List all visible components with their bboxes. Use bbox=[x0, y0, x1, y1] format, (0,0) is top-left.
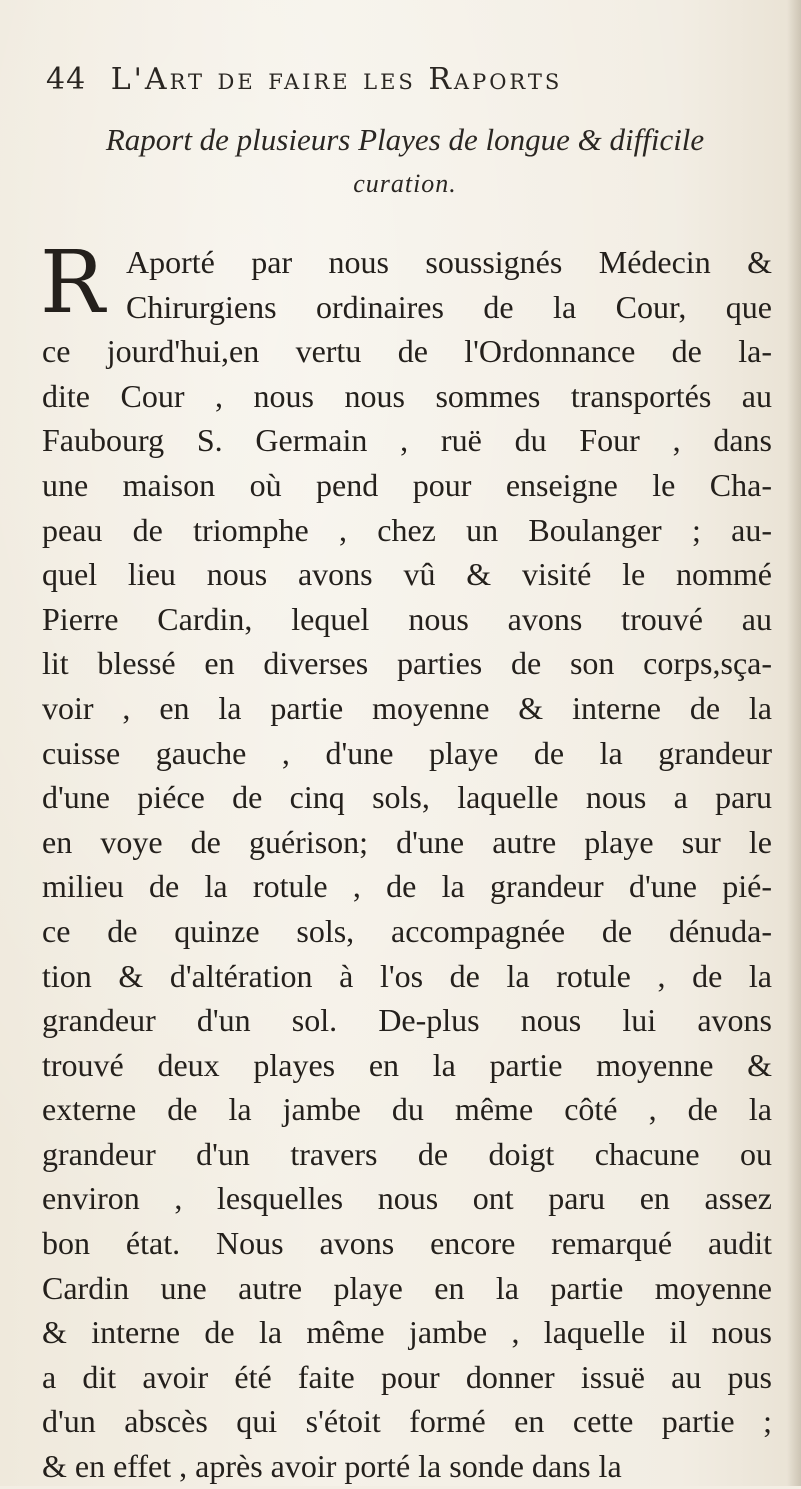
text-line: peau de triomphe , chez un Boulanger ; au- bbox=[42, 511, 772, 548]
text-line: Faubourg S. Germain , ruë du Four , dans bbox=[42, 422, 772, 459]
text-line: lit blessé en diverses parties de son corps,sça- bbox=[42, 645, 772, 682]
text-line: grandeur d'un sol. De-plus nous lui avons bbox=[42, 1002, 772, 1039]
drop-cap: R bbox=[40, 233, 105, 333]
running-title: L'Art de faire les Raports bbox=[110, 62, 563, 97]
section-title-line1: Raport de plusieurs Playes de longue & difficile bbox=[105, 122, 705, 157]
text-line: Chirurgiens ordinaires de la Cour, que bbox=[126, 288, 772, 325]
text-line: ce de quinze sols, accompagnée de dénuda- bbox=[42, 912, 772, 949]
text-line: en voye de guérison; d'une autre playe sur le bbox=[42, 823, 772, 860]
text-line: externe de la jambe du même côté , de la bbox=[42, 1091, 772, 1128]
text-line: & interne de la même jambe , laquelle il nous bbox=[42, 1314, 772, 1351]
text-line: environ , lesquelles nous ont paru en assez bbox=[42, 1180, 772, 1217]
text-line: milieu de la rotule , de la grandeur d'une pié- bbox=[42, 868, 772, 905]
section-title-line2: curation. bbox=[353, 169, 457, 198]
text-line: quel lieu nous avons vû & visité le nommé bbox=[42, 556, 772, 593]
page-number: 44 bbox=[46, 62, 87, 97]
text-line: Pierre Cardin, lequel nous avons trouvé au bbox=[42, 600, 772, 637]
text-line: Aporté par nous soussignés Médecin & bbox=[126, 244, 772, 280]
text-line: Cardin une autre playe en la partie moyenne bbox=[42, 1269, 772, 1306]
section-title bbox=[40, 118, 770, 206]
text-line: & en effet , après avoir porté la sonde dans la bbox=[42, 1448, 622, 1485]
text-line: tion & d'altération à l'os de la rotule , de la bbox=[42, 957, 772, 994]
text-line: une maison où pend pour enseigne le Cha- bbox=[42, 466, 772, 503]
text-line: d'une piéce de cinq sols, laquelle nous a paru bbox=[42, 779, 772, 816]
text-line: bon état. Nous avons encore remarqué audit bbox=[42, 1225, 772, 1262]
body-text bbox=[40, 233, 772, 1489]
text-line: ce jourd'hui,en vertu de l'Ordonnance de la- bbox=[42, 333, 772, 370]
text-line: grandeur d'un travers de doigt chacune ou bbox=[42, 1135, 772, 1172]
text-line: trouvé deux playes en la partie moyenne & bbox=[42, 1046, 772, 1083]
text-line: voir , en la partie moyenne & interne de la bbox=[42, 689, 772, 726]
text-line: dite Cour , nous nous sommes transportés au bbox=[42, 377, 772, 414]
running-header bbox=[46, 62, 766, 97]
text-line: d'un abscès qui s'étoit formé en cette partie ; bbox=[42, 1403, 772, 1440]
text-line: a dit avoir été faite pour donner issuë au pus bbox=[42, 1358, 772, 1395]
page-edge-shadow bbox=[787, 0, 801, 1486]
text-line: cuisse gauche , d'une playe de la grandeur bbox=[42, 734, 772, 771]
